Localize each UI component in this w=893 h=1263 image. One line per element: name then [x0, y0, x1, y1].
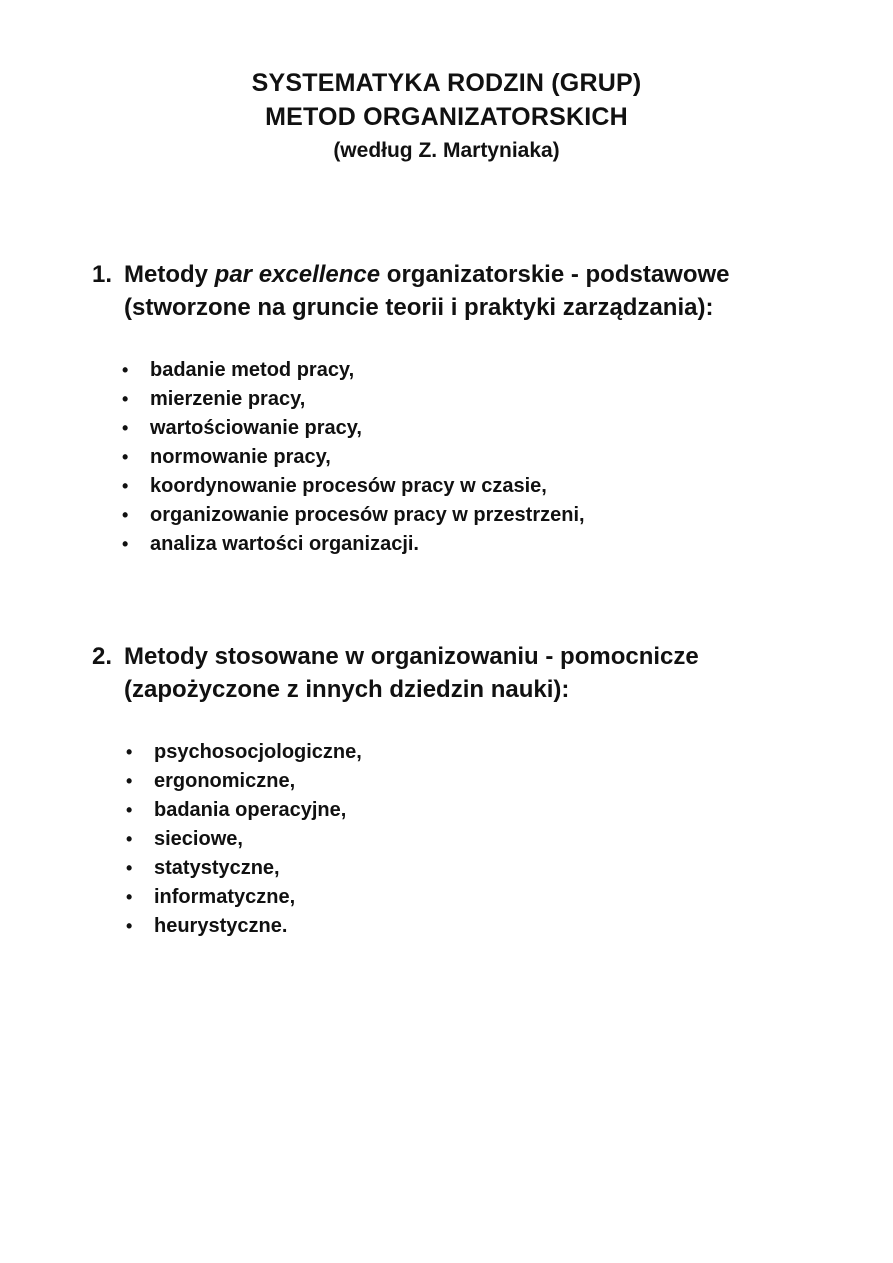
- list-item: [126, 796, 872, 825]
- section-1-heading-start: Metody: [124, 261, 215, 288]
- list-item-text: badanie metod pracy,: [150, 359, 355, 381]
- bullet-icon: •: [126, 858, 133, 878]
- list-item: [122, 356, 872, 385]
- bullet-icon: •: [126, 800, 133, 820]
- bullet-icon: •: [126, 916, 133, 936]
- bullet-icon: •: [122, 447, 129, 467]
- bullet-icon: •: [122, 476, 129, 496]
- list-item-text: organizowanie procesów pracy w przestrzeni,: [150, 504, 585, 526]
- list-item-text: psychosocjologiczne,: [154, 741, 362, 763]
- list-item: [126, 738, 872, 767]
- section-2-heading-line-2: (zapożyczone z innych dziedzin nauki):: [124, 676, 570, 703]
- list-item-text: heurystyczne.: [154, 915, 288, 937]
- list-item-text: wartościowanie pracy,: [150, 417, 362, 439]
- bullet-icon: •: [122, 418, 129, 438]
- section-2: [92, 640, 872, 941]
- title-line-1: SYSTEMATYKA RODZIN (GRUP): [251, 69, 642, 97]
- section-1-number: 1.: [92, 261, 113, 288]
- list-item: [126, 854, 872, 883]
- bullet-icon: •: [122, 505, 129, 525]
- section-1-heading-text: [124, 258, 872, 324]
- bullet-icon: •: [122, 360, 129, 380]
- bullet-icon: •: [122, 534, 129, 554]
- list-item: [122, 501, 872, 530]
- list-item: [126, 767, 872, 796]
- section-1-heading-line-2: (stworzone na gruncie teorii i praktyki zarządzania):: [124, 294, 714, 321]
- bullet-icon: •: [126, 829, 133, 849]
- list-item-text: informatyczne,: [154, 886, 296, 908]
- list-item: [122, 414, 872, 443]
- list-item: [126, 912, 872, 941]
- list-item: [126, 883, 872, 912]
- section-1-heading-end: organizatorskie - podstawowe: [380, 261, 730, 288]
- title-line-2: METOD ORGANIZATORSKICH: [265, 103, 628, 131]
- section-1-list: [122, 356, 872, 559]
- section-1: [92, 258, 872, 559]
- section-1-heading: [92, 258, 872, 324]
- bullet-icon: •: [126, 771, 133, 791]
- list-item-text: statystyczne,: [154, 857, 280, 879]
- bullet-icon: •: [122, 389, 129, 409]
- list-item-text: analiza wartości organizacji.: [150, 533, 419, 555]
- section-2-list: [126, 738, 872, 941]
- subtitle: (według Z. Martyniaka): [333, 139, 560, 162]
- section-2-heading-text: [124, 640, 872, 706]
- list-item: [122, 385, 872, 414]
- section-1-heading-emphasis: par excellence: [214, 261, 381, 288]
- section-2-heading: [92, 640, 872, 706]
- bullet-icon: •: [126, 742, 133, 762]
- section-2-number: 2.: [92, 643, 113, 670]
- list-item-text: badania operacyjne,: [154, 799, 347, 821]
- list-item: [126, 825, 872, 854]
- document-header: [0, 66, 893, 166]
- list-item-text: normowanie pracy,: [150, 446, 331, 468]
- list-item: [122, 530, 872, 559]
- list-item-text: koordynowanie procesów pracy w czasie,: [150, 475, 547, 497]
- list-item-text: sieciowe,: [154, 828, 243, 850]
- list-item: [122, 443, 872, 472]
- list-item-text: ergonomiczne,: [154, 770, 296, 792]
- list-item: [122, 472, 872, 501]
- section-2-heading-line-1: Metody stosowane w organizowaniu - pomocnicze: [124, 643, 699, 670]
- bullet-icon: •: [126, 887, 133, 907]
- list-item-text: mierzenie pracy,: [150, 388, 306, 410]
